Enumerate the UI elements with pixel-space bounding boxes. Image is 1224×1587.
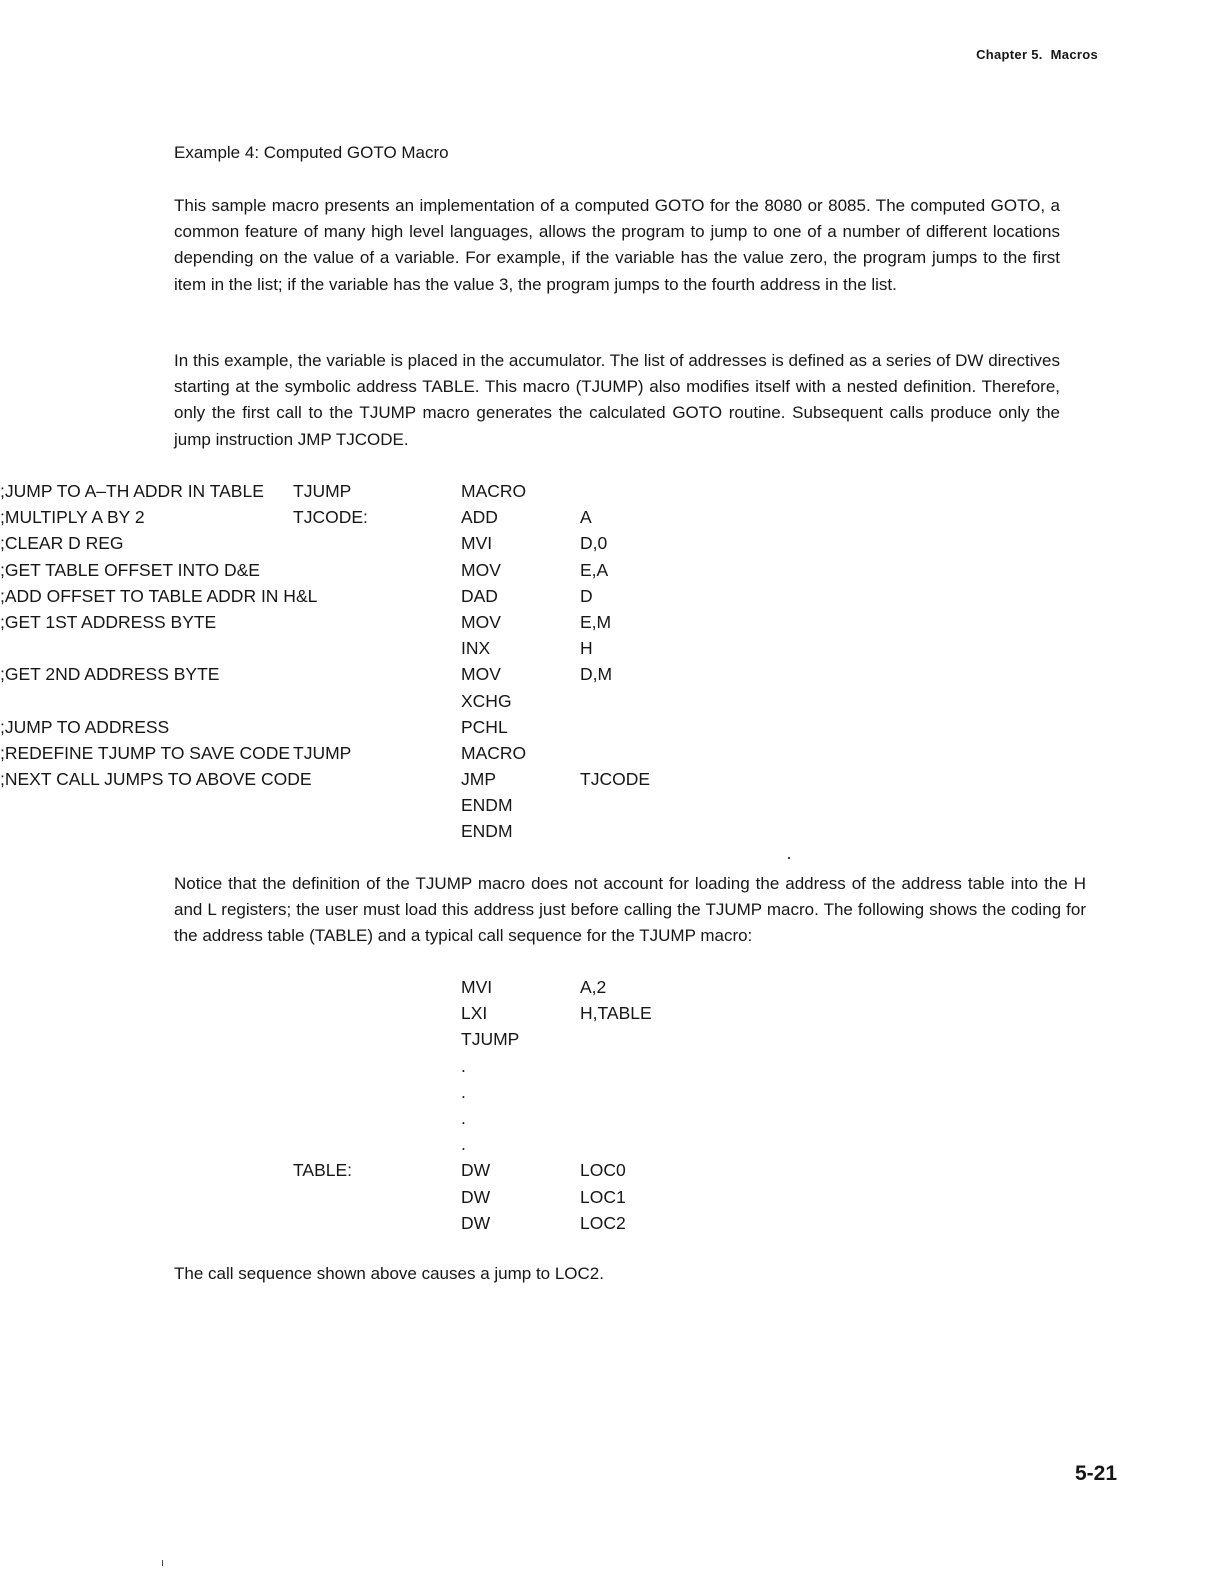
code-op: . — [461, 1107, 466, 1128]
code-line — [0, 766, 1224, 792]
code-arg: D,M — [580, 664, 613, 685]
scan-mark — [788, 857, 790, 859]
code-op: DW — [461, 1186, 491, 1207]
code-line — [0, 1079, 1224, 1105]
code-line — [0, 1053, 1224, 1079]
code-op: DAD — [461, 585, 498, 606]
code-line — [0, 1131, 1224, 1157]
code-arg: H,TABLE — [580, 1003, 652, 1024]
conclusion-paragraph: The call sequence shown above causes a jump to LOC2. — [174, 1264, 604, 1283]
code-op: ENDM — [461, 795, 513, 816]
code-arg: H — [580, 638, 593, 659]
code-line — [0, 557, 1224, 583]
code-op: MOV — [461, 559, 501, 580]
code-arg: A — [580, 507, 592, 528]
call-sequence-listing — [0, 974, 1224, 1236]
code-comment: ;GET 1ST ADDRESS BYTE — [0, 611, 217, 632]
code-line — [0, 740, 1224, 766]
code-arg: E,A — [580, 559, 609, 580]
code-line — [0, 661, 1224, 687]
running-header — [976, 47, 1098, 62]
code-op: . — [461, 1055, 466, 1076]
code-comment: ;MULTIPLY A BY 2 — [0, 507, 145, 528]
code-op: MACRO — [461, 481, 527, 501]
code-arg: E,M — [580, 611, 612, 632]
code-arg: D,0 — [580, 533, 608, 554]
scan-mark — [162, 1560, 163, 1566]
code-line — [0, 1157, 1224, 1183]
intro-paragraph: This sample macro presents an implementation of a computed GOTO for the 8080 or 8085. The computed GOTO, a common feature of many high level languages, allows the program to jump to one of a number of different locations depending on the value of a variable. For example, if the variable has the value zero, the program jumps to the first item in the list; if the variable has the value 3, the program jumps to the fourth address in the list. — [174, 196, 1060, 294]
code-line — [0, 1184, 1224, 1210]
code-op: JMP — [461, 769, 496, 790]
code-line — [0, 714, 1224, 740]
code-line — [0, 1210, 1224, 1236]
code-line — [0, 1000, 1224, 1026]
code-comment: ;GET TABLE OFFSET INTO D&E — [0, 559, 260, 580]
code-comment: ;NEXT CALL JUMPS TO ABOVE CODE — [0, 769, 312, 790]
code-line — [0, 792, 1224, 818]
code-line — [0, 1105, 1224, 1131]
code-comment: ;REDEFINE TJUMP TO SAVE CODE — [0, 742, 291, 763]
accumulator-paragraph: In this example, the variable is placed in the accumulator. The list of addresses is defined as a series of DW directives starting at the symbolic address TABLE. This macro (TJUMP) also modifies itself with a nested definition. Therefore, only the first call to the TJUMP macro generates the calculated GOTO routine. Subsequent calls produce only the jump instruction JMP TJCODE. — [174, 351, 1060, 449]
code-line — [0, 530, 1224, 556]
code-line — [0, 583, 1224, 609]
code-op: LXI — [461, 1003, 488, 1024]
code-op: . — [461, 1081, 466, 1102]
notice-paragraph: Notice that the definition of the TJUMP macro does not account for loading the address of the address table into the H and L registers; the user must load this address just before calling the TJUMP macro. The following shows the coding for the address table (TABLE) and a typical call sequence for the TJUMP macro: — [174, 874, 1086, 946]
code-op: MVI — [461, 533, 493, 554]
code-arg: D — [580, 585, 593, 606]
code-comment: ;ADD OFFSET TO TABLE ADDR IN H&L — [0, 585, 318, 606]
tjump-macro-listing — [0, 478, 1224, 845]
code-line — [0, 818, 1224, 844]
code-label: TJUMP — [293, 742, 352, 763]
code-comment: ;GET 2ND ADDRESS BYTE — [0, 664, 220, 685]
code-line — [0, 609, 1224, 635]
code-op: ENDM — [461, 821, 513, 842]
code-line — [0, 974, 1224, 1000]
code-op: MACRO — [461, 742, 527, 763]
example-title: Example 4: Computed GOTO Macro — [174, 143, 449, 162]
code-label: TJUMP — [293, 481, 352, 501]
code-line — [0, 478, 1224, 504]
code-arg: LOC0 — [580, 1160, 626, 1181]
page-number: 5-21 — [1075, 1462, 1118, 1485]
code-comment: ;JUMP TO ADDRESS — [0, 716, 170, 737]
code-arg: A,2 — [580, 977, 607, 997]
code-op: ADD — [461, 507, 498, 528]
code-op: XCHG — [461, 690, 512, 711]
code-op: MOV — [461, 611, 501, 632]
code-line — [0, 635, 1224, 661]
code-op: . — [461, 1134, 466, 1155]
code-line — [0, 1026, 1224, 1052]
code-op: PCHL — [461, 716, 508, 737]
code-arg: LOC2 — [580, 1212, 626, 1233]
chapter-label: Chapter 5. — [976, 47, 1043, 62]
code-comment: ;CLEAR D REG — [0, 533, 124, 554]
code-label: TJCODE: — [293, 507, 368, 528]
code-op: MVI — [461, 977, 493, 997]
code-comment: ;JUMP TO A–TH ADDR IN TABLE — [0, 481, 264, 501]
chapter-title: Macros — [1050, 47, 1098, 62]
code-line — [0, 504, 1224, 530]
code-op: INX — [461, 638, 491, 659]
code-op: DW — [461, 1212, 491, 1233]
code-op: MOV — [461, 664, 501, 685]
code-arg: LOC1 — [580, 1186, 626, 1207]
code-label: TABLE: — [293, 1160, 353, 1181]
code-line — [0, 688, 1224, 714]
code-op: DW — [461, 1160, 491, 1181]
code-arg: TJCODE — [580, 769, 650, 790]
code-op: TJUMP — [461, 1029, 520, 1050]
